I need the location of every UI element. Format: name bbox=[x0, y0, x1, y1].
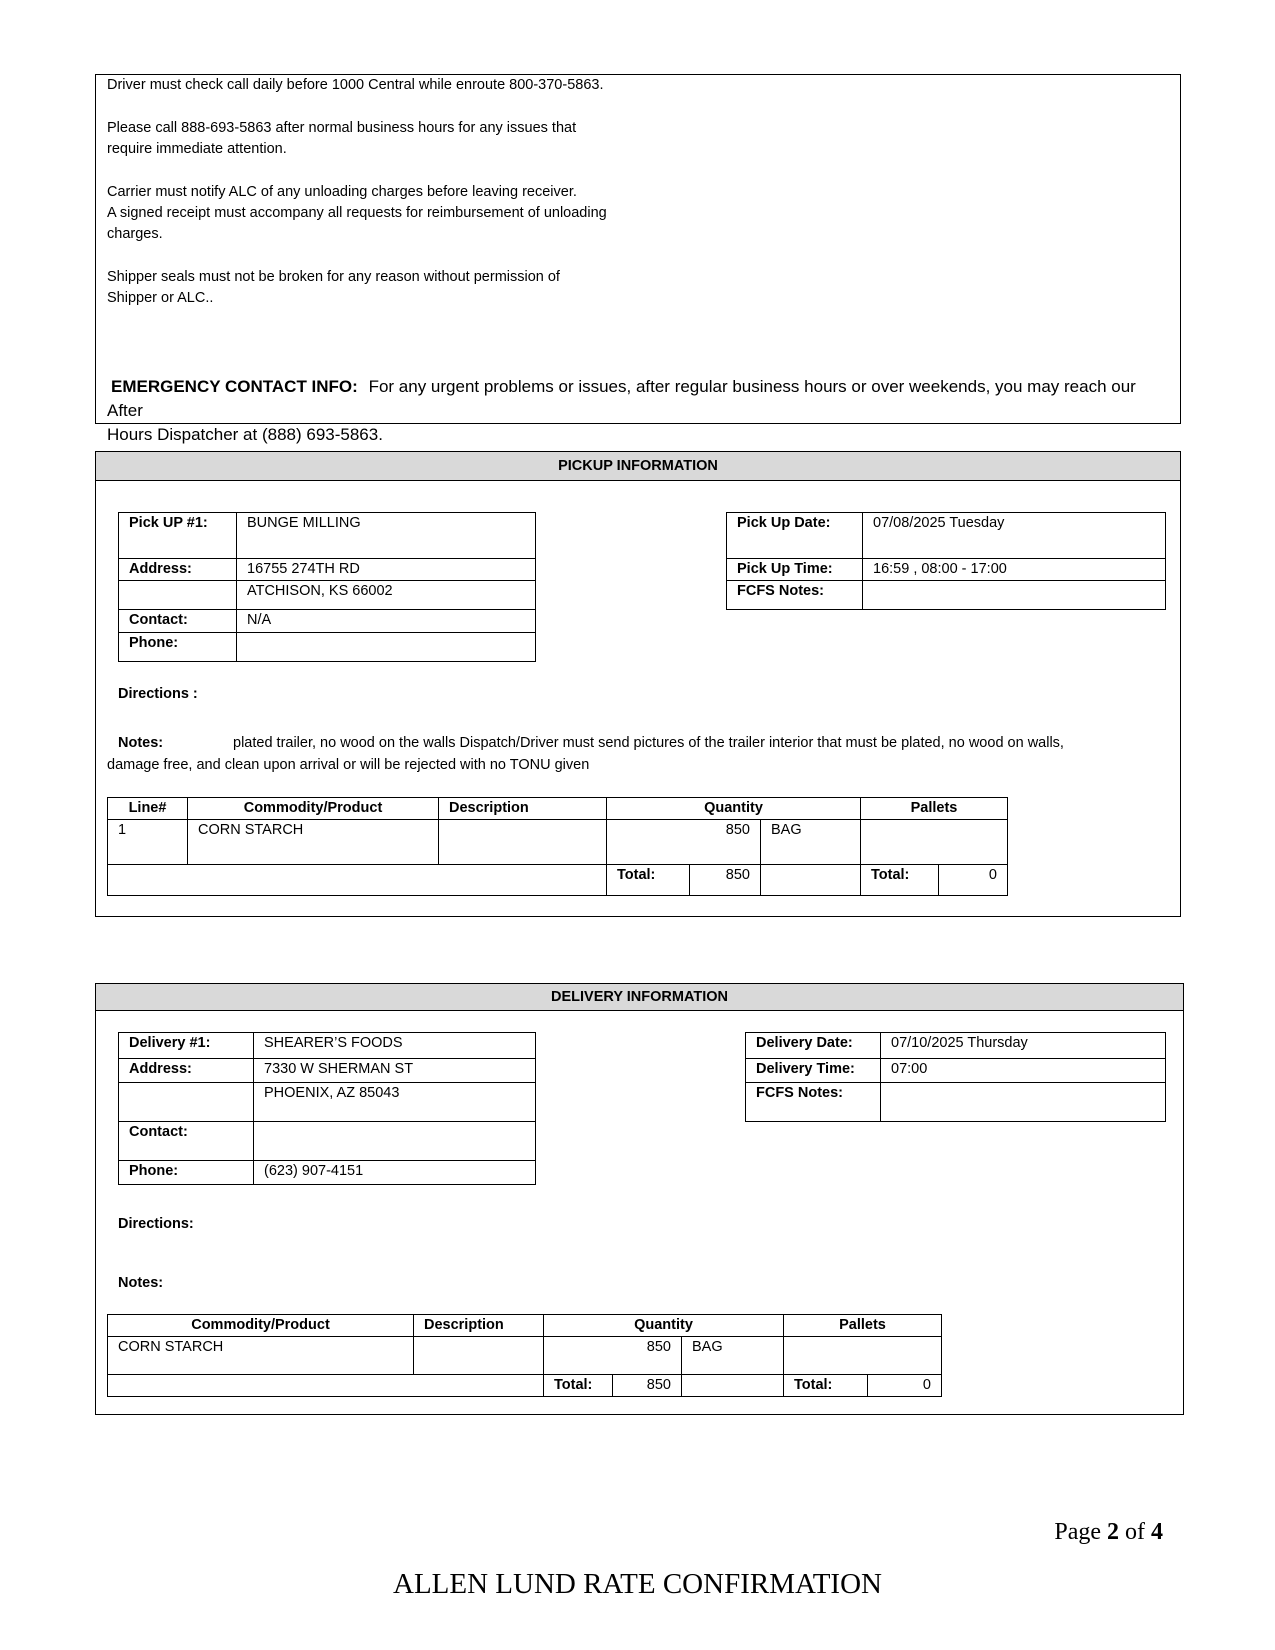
delivery-address-1: 7330 W SHERMAN ST bbox=[254, 1059, 536, 1083]
pickup-header: PICKUP INFORMATION bbox=[96, 452, 1180, 481]
pickup-section bbox=[95, 451, 1181, 917]
delivery-fcfs bbox=[881, 1083, 1166, 1122]
pickup-address-2: ATCHISON, KS 66002 bbox=[237, 581, 536, 610]
emergency-contact bbox=[107, 375, 1167, 447]
pickup-phone bbox=[237, 633, 536, 662]
pickup-directions-label: Directions : bbox=[118, 686, 198, 702]
col-line: Line# bbox=[108, 798, 188, 820]
seals-line-2: Shipper or ALC.. bbox=[107, 290, 214, 306]
qty-total-blank bbox=[761, 865, 861, 896]
after-hours-line-2: require immediate attention. bbox=[107, 141, 287, 157]
delivery-phone-label: Phone: bbox=[119, 1161, 254, 1185]
pickup-location-table bbox=[118, 512, 536, 662]
delivery-commodity-table bbox=[107, 1314, 942, 1397]
pickup-address-label: Address: bbox=[119, 559, 237, 581]
emergency-label: EMERGENCY CONTACT INFO: bbox=[111, 377, 358, 396]
delivery-phone: (623) 907-4151 bbox=[254, 1161, 536, 1185]
receipt-line: A signed receipt must accompany all requests for reimbursement of unloading bbox=[107, 205, 607, 221]
pallet-total: 0 bbox=[939, 865, 1008, 896]
row-commodity: CORN STARCH bbox=[108, 1337, 414, 1375]
pickup-fcfs-label: FCFS Notes: bbox=[727, 581, 863, 610]
pickup-notes-label: Notes: bbox=[118, 735, 164, 751]
delivery-address-label: Address: bbox=[119, 1059, 254, 1083]
page-prefix: Page bbox=[1054, 1519, 1107, 1545]
row-pallets bbox=[784, 1337, 942, 1375]
pickup-date-label: Pick Up Date: bbox=[727, 513, 863, 559]
instructions-text bbox=[107, 75, 607, 309]
receipt-line-2: charges. bbox=[107, 226, 163, 242]
total-row-blank bbox=[108, 1375, 544, 1397]
delivery-time-label: Delivery Time: bbox=[746, 1059, 881, 1083]
pickup-company: BUNGE MILLING bbox=[237, 513, 536, 559]
pickup-contact: N/A bbox=[237, 610, 536, 633]
row-description bbox=[414, 1337, 544, 1375]
page-current: 2 bbox=[1107, 1519, 1119, 1545]
delivery-fcfs-label: FCFS Notes: bbox=[746, 1083, 881, 1122]
document-title: ALLEN LUND RATE CONFIRMATION bbox=[393, 1568, 882, 1600]
col-pallets: Pallets bbox=[784, 1315, 942, 1337]
qty-total: 850 bbox=[690, 865, 761, 896]
delivery-location-table bbox=[118, 1032, 536, 1185]
pickup-contact-label: Contact: bbox=[119, 610, 237, 633]
total-row-blank bbox=[108, 865, 607, 896]
emergency-text: For any urgent problems or issues, after regular business hours or over weekends, you may reach our After bbox=[107, 377, 1136, 420]
col-commodity: Commodity/Product bbox=[108, 1315, 414, 1337]
row-unit: BAG bbox=[682, 1337, 784, 1375]
row-qty: 850 bbox=[607, 820, 761, 865]
qty-total: 850 bbox=[613, 1375, 682, 1397]
pickup-address-blank bbox=[119, 581, 237, 610]
page-of: of bbox=[1119, 1519, 1151, 1545]
qty-total-blank bbox=[682, 1375, 784, 1397]
delivery-time: 07:00 bbox=[881, 1059, 1166, 1083]
delivery-address-blank bbox=[119, 1083, 254, 1122]
unloading-line: Carrier must notify ALC of any unloading charges before leaving receiver. bbox=[107, 184, 577, 200]
page-number bbox=[1054, 1519, 1163, 1546]
pickup-time: 16:59 , 08:00 - 17:00 bbox=[863, 559, 1166, 581]
row-qty: 850 bbox=[544, 1337, 682, 1375]
pickup-phone-label: Phone: bbox=[119, 633, 237, 662]
row-pallets bbox=[861, 820, 1008, 865]
col-description: Description bbox=[414, 1315, 544, 1337]
delivery-number-label: Delivery #1: bbox=[119, 1033, 254, 1059]
row-line: 1 bbox=[108, 820, 188, 865]
seals-line: Shipper seals must not be broken for any reason without permission of bbox=[107, 269, 560, 285]
col-quantity: Quantity bbox=[607, 798, 861, 820]
pickup-number-label: Pick UP #1: bbox=[119, 513, 237, 559]
pickup-date: 07/08/2025 Tuesday bbox=[863, 513, 1166, 559]
delivery-section bbox=[95, 983, 1184, 1415]
delivery-address-2: PHOENIX, AZ 85043 bbox=[254, 1083, 536, 1122]
delivery-date: 07/10/2025 Thursday bbox=[881, 1033, 1166, 1059]
delivery-notes-label: Notes: bbox=[118, 1275, 164, 1291]
col-commodity: Commodity/Product bbox=[188, 798, 439, 820]
delivery-header: DELIVERY INFORMATION bbox=[96, 984, 1183, 1011]
qty-total-label: Total: bbox=[544, 1375, 613, 1397]
row-description bbox=[439, 820, 607, 865]
delivery-company: SHEARER’S FOODS bbox=[254, 1033, 536, 1059]
qty-total-label: Total: bbox=[607, 865, 690, 896]
pickup-address-1: 16755 274TH RD bbox=[237, 559, 536, 581]
pickup-notes-text-2: damage free, and clean upon arrival or will be rejected with no TONU given bbox=[107, 757, 590, 773]
after-hours-line: Please call 888-693-5863 after normal business hours for any issues that bbox=[107, 120, 577, 136]
pickup-commodity-table bbox=[107, 797, 1008, 896]
instructions-box bbox=[95, 74, 1181, 444]
delivery-date-label: Delivery Date: bbox=[746, 1033, 881, 1059]
row-commodity: CORN STARCH bbox=[188, 820, 439, 865]
row-unit: BAG bbox=[761, 820, 861, 865]
col-quantity: Quantity bbox=[544, 1315, 784, 1337]
pickup-time-label: Pick Up Time: bbox=[727, 559, 863, 581]
col-pallets: Pallets bbox=[861, 798, 1008, 820]
delivery-directions-label: Directions: bbox=[118, 1216, 194, 1232]
delivery-contact-label: Contact: bbox=[119, 1122, 254, 1161]
check-call-line: Driver must check call daily before 1000 Central while enroute 800-370-5863. bbox=[107, 77, 604, 93]
pickup-notes-text: plated trailer, no wood on the walls Dispatch/Driver must send pictures of the trailer interior that must be plated, no wood on walls, bbox=[233, 735, 1064, 751]
pallet-total-label: Total: bbox=[861, 865, 939, 896]
pickup-schedule-table bbox=[726, 512, 1166, 610]
col-description: Description bbox=[439, 798, 607, 820]
delivery-contact bbox=[254, 1122, 536, 1161]
page-total: 4 bbox=[1151, 1519, 1163, 1545]
pickup-fcfs bbox=[863, 581, 1166, 610]
delivery-schedule-table bbox=[745, 1032, 1166, 1122]
pallet-total: 0 bbox=[868, 1375, 942, 1397]
pallet-total-label: Total: bbox=[784, 1375, 868, 1397]
emergency-text-2: Hours Dispatcher at (888) 693-5863. bbox=[107, 425, 383, 444]
